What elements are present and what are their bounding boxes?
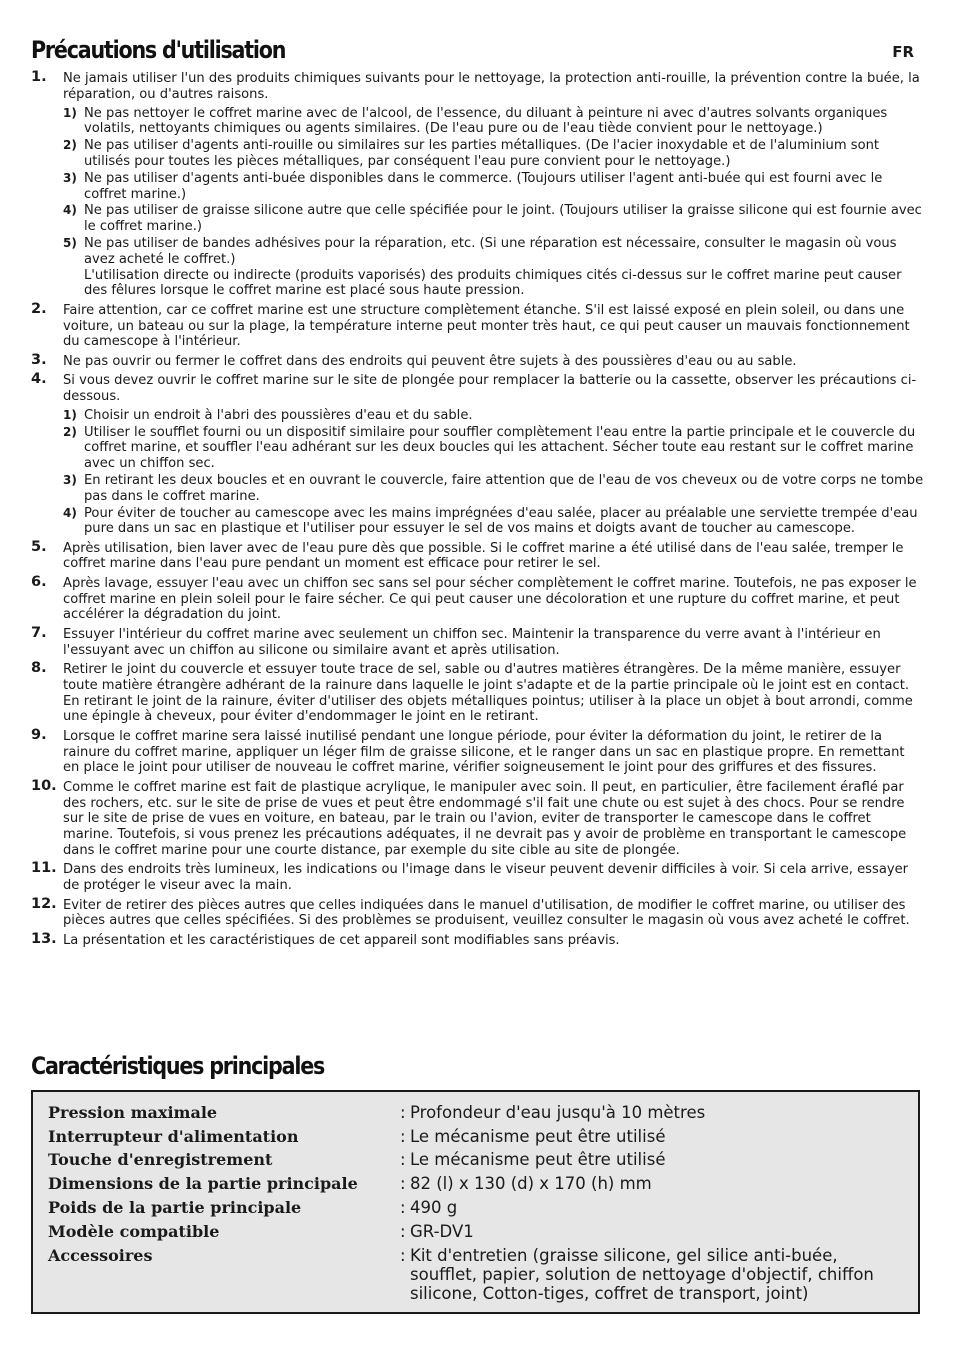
precaution-item [31,662,925,725]
precaution-text: Faire attention, car ce coffret marine est une structure complètement étanche. S'il est laissé exposé en plein soleil, ou dans une voiture, un bateau ou sur la plage, la température interne peut monter très haut, ce qui peut causer un mauvais fonctionnement du camescope à l'intérieur. [63,302,910,350]
sub-precaution-text: Ne pas utiliser de bandes adhésives pour la réparation, etc. (Si une réparation est nécessaire, consulter le magasin où vous avez acheté le coffret.) [84,235,897,267]
precaution-text: Ne pas ouvrir ou fermer le coffret dans des endroits qui peuvent être sujets à des poussières d'eau ou au sable. [63,353,797,369]
sub-precaution-item [63,425,925,472]
precaution-text: Si vous devez ouvrir le coffret marine sur le site de plongée pour remplacer la batterie ou la cassette, observer les précautions ci-dessous. [63,373,917,404]
sub-precaution-text: Ne pas utiliser d'agents anti-rouille ou similaires sur les parties métalliques. (De l'acier inoxydable et de l'aluminium sont utilisés pour toutes les pièces métalliques, par conséquent l'eau pure convient pour le nettoyage.) [84,138,880,169]
spec-value [400,1175,900,1194]
sub-precaution-number: 1) [63,407,77,422]
precautions-list [31,71,925,952]
spec-value-text: Le mécanisme peut être utilisé [410,1150,666,1169]
spec-value-text: Profondeur d'eau jusqu'à 10 mètres [410,1103,706,1122]
precaution-text: Dans des endroits très lumineux, les indications ou l'image dans le viseur peuvent devenir difficiles à voir. Si cela arrive, essayer de protéger le viseur avec la main. [63,862,909,894]
precaution-item [31,777,925,859]
sub-precaution-number: 3) [63,472,77,487]
precaution-text: Après utilisation, bien laver avec de l'eau pure dès que possible. Si le coffret marine a été utilisé dans de l'eau salée, tremper le coffret marine dans l'eau pure pendant un moment est efficace pour retirer le sel. [63,540,904,572]
sub-precaution-text: Utiliser le soufflet fourni ou un dispositif similaire pour souffler complètement l'eau entre la partie principale et le couvercle du coffret marine, et souffler l'eau adhérant sur les deux boucles qui les attachent. Sécher toute eau restant sur le coffret marine avec un chiffon sec. [84,424,916,472]
precaution-item [31,573,925,623]
sub-precaution-note: L'utilisation directe ou indirecte (produits vaporisés) des produits chimiques cités ci-dessus sur le coffret marine peut causer des fêlures lorsque le coffret marine est placé sous haute pression. [84,267,902,299]
sub-precaution-number: 2) [63,138,77,153]
spec-value-text: 490 g [410,1198,458,1217]
precaution-number: 2. [31,300,47,317]
language-code: FR [892,43,914,61]
precaution-number: 6. [31,573,47,590]
precaution-item [31,351,925,370]
spec-label: Dimensions de la partie principale [48,1174,358,1193]
precaution-item [31,895,925,930]
spec-value-text: 82 (l) x 130 (d) x 170 (h) mm [410,1174,652,1193]
spec-colon: : [400,1198,406,1217]
spec-value-text: Le mécanisme peut être utilisé [410,1127,666,1146]
spec-value [400,1104,900,1123]
precaution-number: 11. [31,860,57,877]
specs-title: Caractéristiques principales [31,1052,325,1080]
spec-value [400,1128,900,1147]
spec-label: Accessoires [48,1246,153,1265]
spec-value-text: Kit d'entretien (graisse silicone, gel silice anti-buée, soufflet, papier, solution de nettoyage d'objectif, chiffon silicone, Cotton-tiges, coffret de transport, joint) [410,1246,874,1303]
precaution-text: Ne jamais utiliser l'un des produits chimiques suivants pour le nettoyage, la protection anti-rouille, la prévention contre la buée, la réparation, ou d'autres raisons. [63,71,920,102]
sub-precaution-item [63,106,925,138]
spec-colon: : [400,1103,406,1122]
precaution-number: 1. [31,69,47,85]
sub-precaution-number: 1) [63,105,77,120]
sub-precaution-text: En retirant les deux boucles et en ouvrant le couvercle, faire attention que de l'eau de vos cheveux ou de votre corps ne tombe pas dans le coffret marine. [84,472,924,504]
precaution-item [31,373,925,537]
sub-precaution-number: 3) [63,170,77,185]
spec-colon: : [400,1174,406,1193]
spec-label: Pression maximale [48,1103,218,1122]
precaution-number: 5. [31,538,47,555]
precaution-item [31,538,925,573]
spec-label: Touche d'enregistrement [48,1150,273,1169]
precaution-text: Après lavage, essuyer l'eau avec un chiffon sec sans sel pour sécher complètement le coffret marine. Toutefois, ne pas exposer le coffret marine en plein soleil pour le faire sécher. Ce qui peut causer une décoloration et une rupture du coffret marine, et peut accélérer la dégradation du joint. [63,575,917,623]
sub-precaution-text: Ne pas utiliser d'agents anti-buée disponibles dans le commerce. (Toujours utiliser l'agent anti-buée qui est fourni avec le coffret marine.) [84,170,883,202]
sub-precaution-item [63,506,925,538]
sub-precaution-number: 4) [63,203,77,218]
spec-colon: : [400,1150,406,1169]
spec-value [400,1247,900,1303]
spec-colon: : [400,1222,406,1241]
spec-label: Modèle compatible [48,1222,220,1241]
precaution-text: La présentation et les caractéristiques de cet appareil sont modifiables sans préavis. [63,932,620,948]
spec-value [400,1199,900,1218]
sub-precaution-text: Pour éviter de toucher au camescope avec les mains imprégnées d'eau salée, placer au préalable une serviette trempée d'eau pure dans un sac en plastique et l'utiliser pour essuyer le sel de vos mains et doigts avant de toucher au camescope. [84,505,918,537]
precaution-number: 13. [31,930,57,947]
precaution-text: Essuyer l'intérieur du coffret marine avec seulement un chiffon sec. Maintenir la transparence du verre avant à l'intérieur en l'essuyant avec un chiffon au silicone ou similaire avant et après utilisation. [63,626,881,658]
precaution-number: 4. [31,371,47,388]
precaution-text: Retirer le joint du couvercle et essuyer toute trace de sel, sable ou d'autres matières étrangères. De la même manière, essuyer toute matière étrangère adhérant de la rainure dans laquelle le joint s'adapte et de la partie principale où le joint est en contact. En retirant le joint de la rainure, éviter d'utiliser des objets métalliques pointus; utiliser à la place un objet à bout arrondi, comme une épingle à cheveux, pour éviter d'endommager le joint en le retirant. [63,662,913,725]
sub-precaution-item [63,138,925,170]
precaution-text: Eviter de retirer des pièces autres que celles indiquées dans le manuel d'utilisation, de modifier le coffret marine, ou utiliser des pièces autres que celles spécifiées. Si des problèmes se produisent, veuillez consulter le magasin où vous avez acheté le coffret. [63,897,910,929]
sub-precaution-text: Choisir un endroit à l'abri des poussières d'eau et du sable. [84,407,473,423]
precaution-item [31,71,925,299]
precaution-item [31,300,925,350]
precaution-text: Comme le coffret marine est fait de plastique acrylique, le manipuler avec soin. Il peut, en particulier, être facilement éraflé par des rochers, etc. sur le site de prise de vues et peut être endommagé s'il fait une chute ou est sujet à des chocs. Pour se rendre sur le site de prise de vues en voiture, en bateau, par le train ou l'avion, eviter de transporter le camescope dans le coffret marine. Toutefois, si vous prenez les précautions adéquates, il ne devrait pas y avoir de problème en transportant le camescope dans le coffret marine pour une courte distance, par exemple du site cible au site de plongée. [63,779,907,858]
precaution-number: 10. [31,777,57,794]
sub-precaution-number: 2) [63,424,77,439]
sub-precaution-item [63,236,925,299]
sub-precaution-item [63,473,925,505]
spec-label: Interrupteur d'alimentation [48,1127,299,1146]
precaution-item [31,930,925,949]
sub-precaution-item [63,408,925,424]
precaution-item [31,862,925,894]
spec-colon: : [400,1127,406,1146]
spec-label: Poids de la partie principale [48,1198,302,1217]
specs-box [31,1090,920,1314]
sub-precaution-item [63,171,925,203]
precaution-number: 9. [31,726,47,743]
spec-value [400,1223,900,1242]
spec-value [400,1151,900,1170]
sub-precaution-number: 4) [63,505,77,520]
precaution-item [31,624,925,659]
page-title: Précautions d'utilisation [31,36,286,64]
sub-precaution-text: Ne pas utiliser de graisse silicone autre que celle spécifiée pour le joint. (Toujours utiliser la graisse silicone qui est fournie avec le coffret marine.) [84,203,922,235]
sub-precaution-text: Ne pas nettoyer le coffret marine avec de l'alcool, de l'essence, du diluant à peinture ni avec d'autres solvants organiques volatils, nettoyants chimiques ou agents similaires. (De l'eau pure ou de l'eau tiède convient pour le nettoyage.) [84,105,888,137]
precaution-text: Lorsque le coffret marine sera laissé inutilisé pendant une longue période, pour éviter la déformation du joint, le retirer de la rainure du coffret marine, appliquer un léger film de graisse silicone, et le ranger dans un sac en plastique propre. En remettant en place le joint pour utiliser de nouveau le coffret marine, vérifier soigneusement le joint pour des griffures et des fissures. [63,728,905,776]
precaution-number: 12. [31,895,57,912]
sub-precaution-number: 5) [63,235,77,250]
sub-precaution-item [63,203,925,235]
precaution-number: 3. [31,351,47,368]
precaution-number: 8. [31,660,47,677]
spec-value-text: GR-DV1 [410,1222,474,1241]
spec-colon: : [400,1246,406,1265]
precaution-item [31,726,925,776]
precaution-number: 7. [31,624,47,641]
